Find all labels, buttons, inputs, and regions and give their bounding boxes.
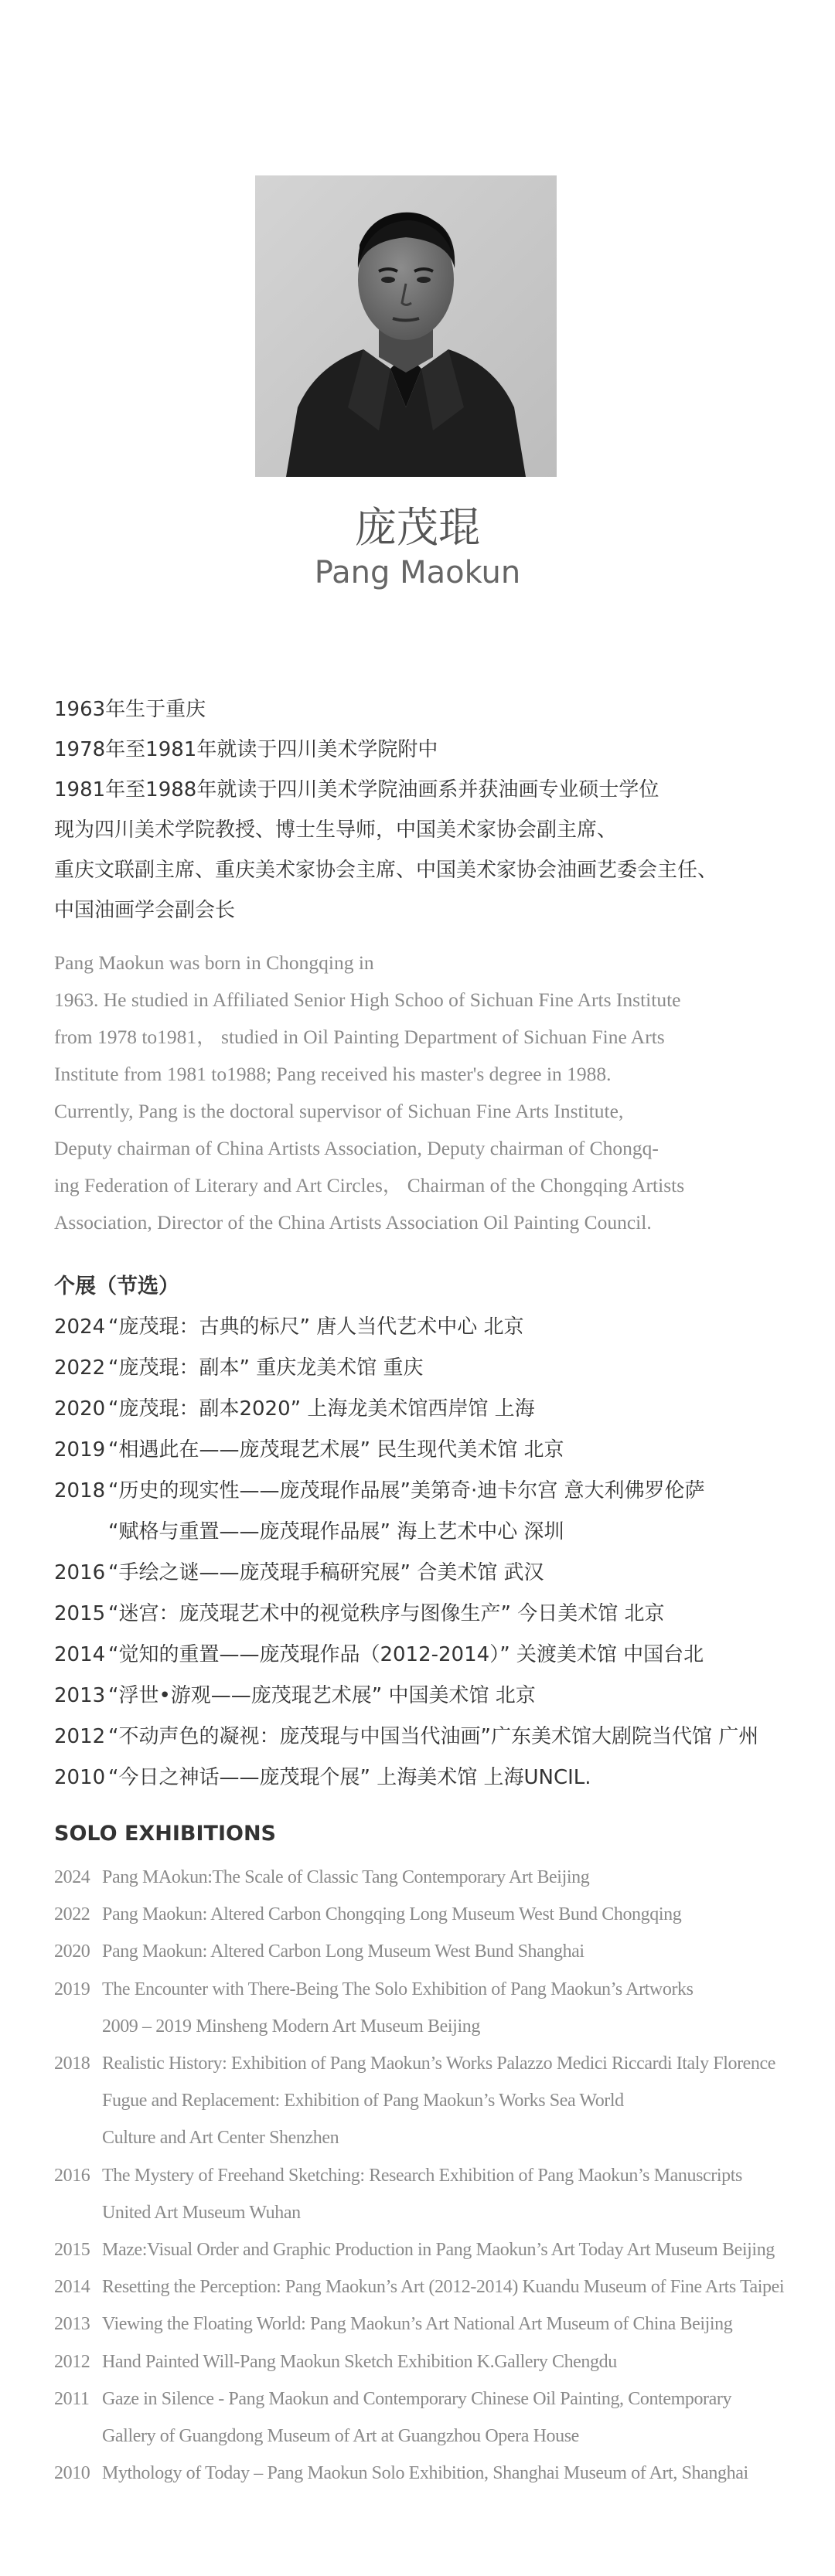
exhibition-year: 2015 — [54, 1602, 106, 1625]
bio-en-line: Deputy chairman of China Artists Association, Deputy chairman of Chongq- — [54, 1137, 659, 1159]
exhibition-text: “庞茂琨：副本” 重庆龙美术馆 重庆 — [108, 1356, 424, 1380]
exhibition-row — [54, 1553, 827, 1594]
exhibition-year: 2010 — [54, 2463, 90, 2484]
exhibition-row — [54, 1717, 827, 1758]
exhibition-year: 2012 — [54, 2351, 90, 2372]
artist-portrait-photo — [255, 175, 557, 477]
exhibition-year: 2011 — [54, 2388, 90, 2409]
portrait-image — [255, 175, 557, 477]
exhibition-row — [54, 1758, 827, 1798]
exhibition-year — [54, 2119, 102, 2156]
exhibition-text: Realistic History: Exhibition of Pang Maokun’s Works Palazzo Medici Riccardi Italy Florence — [102, 2054, 776, 2074]
exhibition-row — [54, 1896, 827, 1933]
exhibition-text: The Mystery of Freehand Sketching: Research Exhibition of Pang Maokun’s Manuscripts — [102, 2165, 742, 2186]
exhibition-year: 2024 — [54, 1867, 90, 1887]
bio-en-line: Pang Maokun was born in Chongqing in — [54, 951, 374, 974]
exhibition-text: Pang MAokun:The Scale of Classic Tang Contemporary Art Beijing — [102, 1867, 590, 1887]
solo-exhibitions-title-en: SOLO EXHIBITIONS — [54, 1822, 276, 1846]
bio-en-line: Association, Director of the China Artists Association Oil Painting Council. — [54, 1211, 652, 1234]
exhibition-row — [54, 2418, 827, 2455]
bio-cn-line: 现为四川美术学院教授、博士生导师，中国美术家协会副主席、 — [54, 818, 618, 842]
artist-name-english: Pang Maokun — [314, 555, 521, 590]
exhibition-row — [54, 1389, 827, 1430]
exhibition-row — [54, 1971, 827, 2008]
exhibition-row — [54, 2343, 827, 2380]
exhibition-text: Hand Painted Will-Pang Maokun Sketch Exhibition K.Gallery Chengdu — [102, 2351, 617, 2372]
exhibition-year: 2024 — [54, 1315, 106, 1339]
bio-cn-line: 重庆文联副主席、重庆美术家协会主席、中国美术家协会油画艺委会主任、 — [54, 859, 718, 882]
exhibition-text: Resetting the Perception: Pang Maokun’s Art (2012-2014) Kuandu Museum of Fine Arts Taipei — [102, 2277, 785, 2298]
exhibition-text: Viewing the Floating World: Pang Maokun’s Art National Art Museum of China Beijing — [102, 2314, 733, 2335]
exhibition-text: Mythology of Today – Pang Maokun Solo Exhibition, Shanghai Museum of Art, Shanghai — [102, 2463, 748, 2484]
bio-cn-line: 1963年生于重庆 — [54, 698, 206, 721]
exhibition-text: “浮世•游观——庞茂琨艺术展” 中国美术馆 北京 — [108, 1684, 536, 1707]
exhibition-year: 2019 — [54, 1438, 106, 1462]
exhibition-year: 2013 — [54, 1684, 106, 1707]
bio-en-line: ing Federation of Literary and Art Circles， Chairman of the Chongqing Artists — [54, 1174, 685, 1196]
exhibition-year: 2022 — [54, 1356, 106, 1380]
exhibition-year: 2014 — [54, 1643, 106, 1666]
biography-english — [54, 944, 796, 1241]
exhibition-text: “赋格与重置——庞茂琨作品展” 海上艺术中心 深圳 — [108, 1520, 564, 1543]
exhibition-text: The Encounter with There-Being The Solo Exhibition of Pang Maokun’s Artworks — [102, 1979, 694, 1999]
bio-cn-line: 1978年至1981年就读于四川美术学院附中 — [54, 738, 438, 761]
exhibition-row — [54, 1307, 827, 1348]
exhibition-year — [54, 2418, 102, 2455]
exhibition-row — [54, 1594, 827, 1635]
exhibition-row — [54, 2380, 827, 2418]
exhibition-year: 2019 — [54, 1979, 90, 1999]
exhibition-text: “觉知的重置——庞茂琨作品（2012-2014）” 关渡美术馆 中国台北 — [108, 1643, 704, 1666]
exhibition-year — [54, 2008, 102, 2045]
exhibition-row — [54, 1512, 827, 1553]
exhibition-year: 2015 — [54, 2240, 90, 2261]
exhibition-year — [54, 2194, 102, 2231]
exhibition-text: Gaze in Silence - Pang Maokun and Contemporary Chinese Oil Painting, Contemporary — [102, 2388, 732, 2409]
exhibition-year — [54, 1512, 108, 1553]
exhibition-text: Culture and Art Center Shenzhen — [102, 2128, 339, 2149]
exhibition-row — [54, 2305, 827, 2343]
exhibition-text: “庞茂琨：古典的标尺” 唐人当代艺术中心 北京 — [108, 1315, 524, 1339]
exhibition-text: Maze:Visual Order and Graphic Production in Pang Maokun’s Art Today Art Museum Beijing — [102, 2240, 775, 2261]
exhibition-text: 2009 – 2019 Minsheng Modern Art Museum Beijing — [102, 2016, 480, 2037]
exhibition-year: 2016 — [54, 1561, 106, 1584]
exhibition-text: “庞茂琨：副本2020” 上海龙美术馆西岸馆 上海 — [108, 1397, 535, 1421]
exhibition-year: 2016 — [54, 2165, 90, 2186]
exhibition-text: Pang Maokun: Altered Carbon Long Museum West Bund Shanghai — [102, 1941, 584, 1962]
exhibition-row — [54, 2008, 827, 2045]
exhibition-row — [54, 1676, 827, 1717]
exhibition-row — [54, 2268, 827, 2305]
exhibition-row — [54, 2082, 827, 2119]
exhibition-year: 2012 — [54, 1725, 106, 1748]
exhibition-row — [54, 1859, 827, 1896]
bio-en-line: Institute from 1981 to1988; Pang received his master's degree in 1988. — [54, 1063, 612, 1085]
exhibition-year: 2022 — [54, 1904, 90, 1925]
bio-en-line: Currently, Pang is the doctoral supervisor of Sichuan Fine Arts Institute, — [54, 1100, 624, 1122]
bio-cn-line: 中国油画学会副会长 — [54, 899, 236, 922]
exhibition-row — [54, 2157, 827, 2194]
exhibition-text: “不动声色的凝视：庞茂琨与中国当代油画”广东美术馆大剧院当代馆 广州 — [108, 1725, 759, 1748]
exhibition-row — [54, 1933, 827, 1970]
exhibition-text: Pang Maokun: Altered Carbon Chongqing Long Museum West Bund Chongqing — [102, 1904, 682, 1925]
exhibition-text: “手绘之谜——庞茂琨手稿研究展” 合美术馆 武汉 — [108, 1561, 544, 1584]
exhibition-row — [54, 2455, 827, 2492]
exhibition-text: Gallery of Guangdong Museum of Art at Guangzhou Opera House — [102, 2426, 579, 2447]
exhibition-row — [54, 1430, 827, 1471]
exhibition-text: “历史的现实性——庞茂琨作品展”美第奇·迪卡尔宫 意大利佛罗伦萨 — [108, 1479, 705, 1502]
exhibition-row — [54, 1348, 827, 1389]
exhibition-row — [54, 2119, 827, 2156]
exhibition-year: 2018 — [54, 1479, 106, 1502]
exhibition-text: Fugue and Replacement: Exhibition of Pang Maokun’s Works Sea World — [102, 2091, 624, 2112]
exhibition-text: “今日之神话——庞茂琨个展” 上海美术馆 上海UNCIL. — [108, 1766, 591, 1789]
exhibition-year: 2020 — [54, 1397, 106, 1421]
exhibition-row — [54, 2194, 827, 2231]
exhibition-year — [54, 2082, 102, 2119]
exhibition-year: 2014 — [54, 2277, 90, 2298]
solo-exhibitions-list-en — [54, 1859, 827, 2492]
artist-name-chinese: 庞茂琨 — [355, 503, 480, 552]
exhibition-year: 2013 — [54, 2314, 90, 2335]
exhibition-year: 2018 — [54, 2054, 90, 2074]
exhibition-row — [54, 1471, 827, 1512]
exhibition-year: 2020 — [54, 1941, 90, 1962]
bio-cn-line: 1981年至1988年就读于四川美术学院油画系并获油画专业硕士学位 — [54, 778, 659, 801]
bio-en-line: 1963. He studied in Affiliated Senior High Schoo of Sichuan Fine Arts Institute — [54, 989, 681, 1011]
exhibition-text: “相遇此在——庞茂琨艺术展” 民生现代美术馆 北京 — [108, 1438, 564, 1462]
biography-chinese — [54, 689, 796, 931]
solo-exhibitions-title-cn: 个展（节选） — [54, 1274, 179, 1298]
exhibition-row — [54, 2231, 827, 2268]
exhibition-year: 2010 — [54, 1766, 106, 1789]
exhibition-text: “迷宫：庞茂琨艺术中的视觉秩序与图像生产” 今日美术馆 北京 — [108, 1602, 665, 1625]
exhibition-row — [54, 2045, 827, 2082]
exhibition-text: United Art Museum Wuhan — [102, 2202, 301, 2223]
bio-en-line: from 1978 to1981， studied in Oil Painting Department of Sichuan Fine Arts — [54, 1026, 665, 1048]
solo-exhibitions-list-cn — [54, 1307, 827, 1798]
exhibition-row — [54, 1635, 827, 1676]
